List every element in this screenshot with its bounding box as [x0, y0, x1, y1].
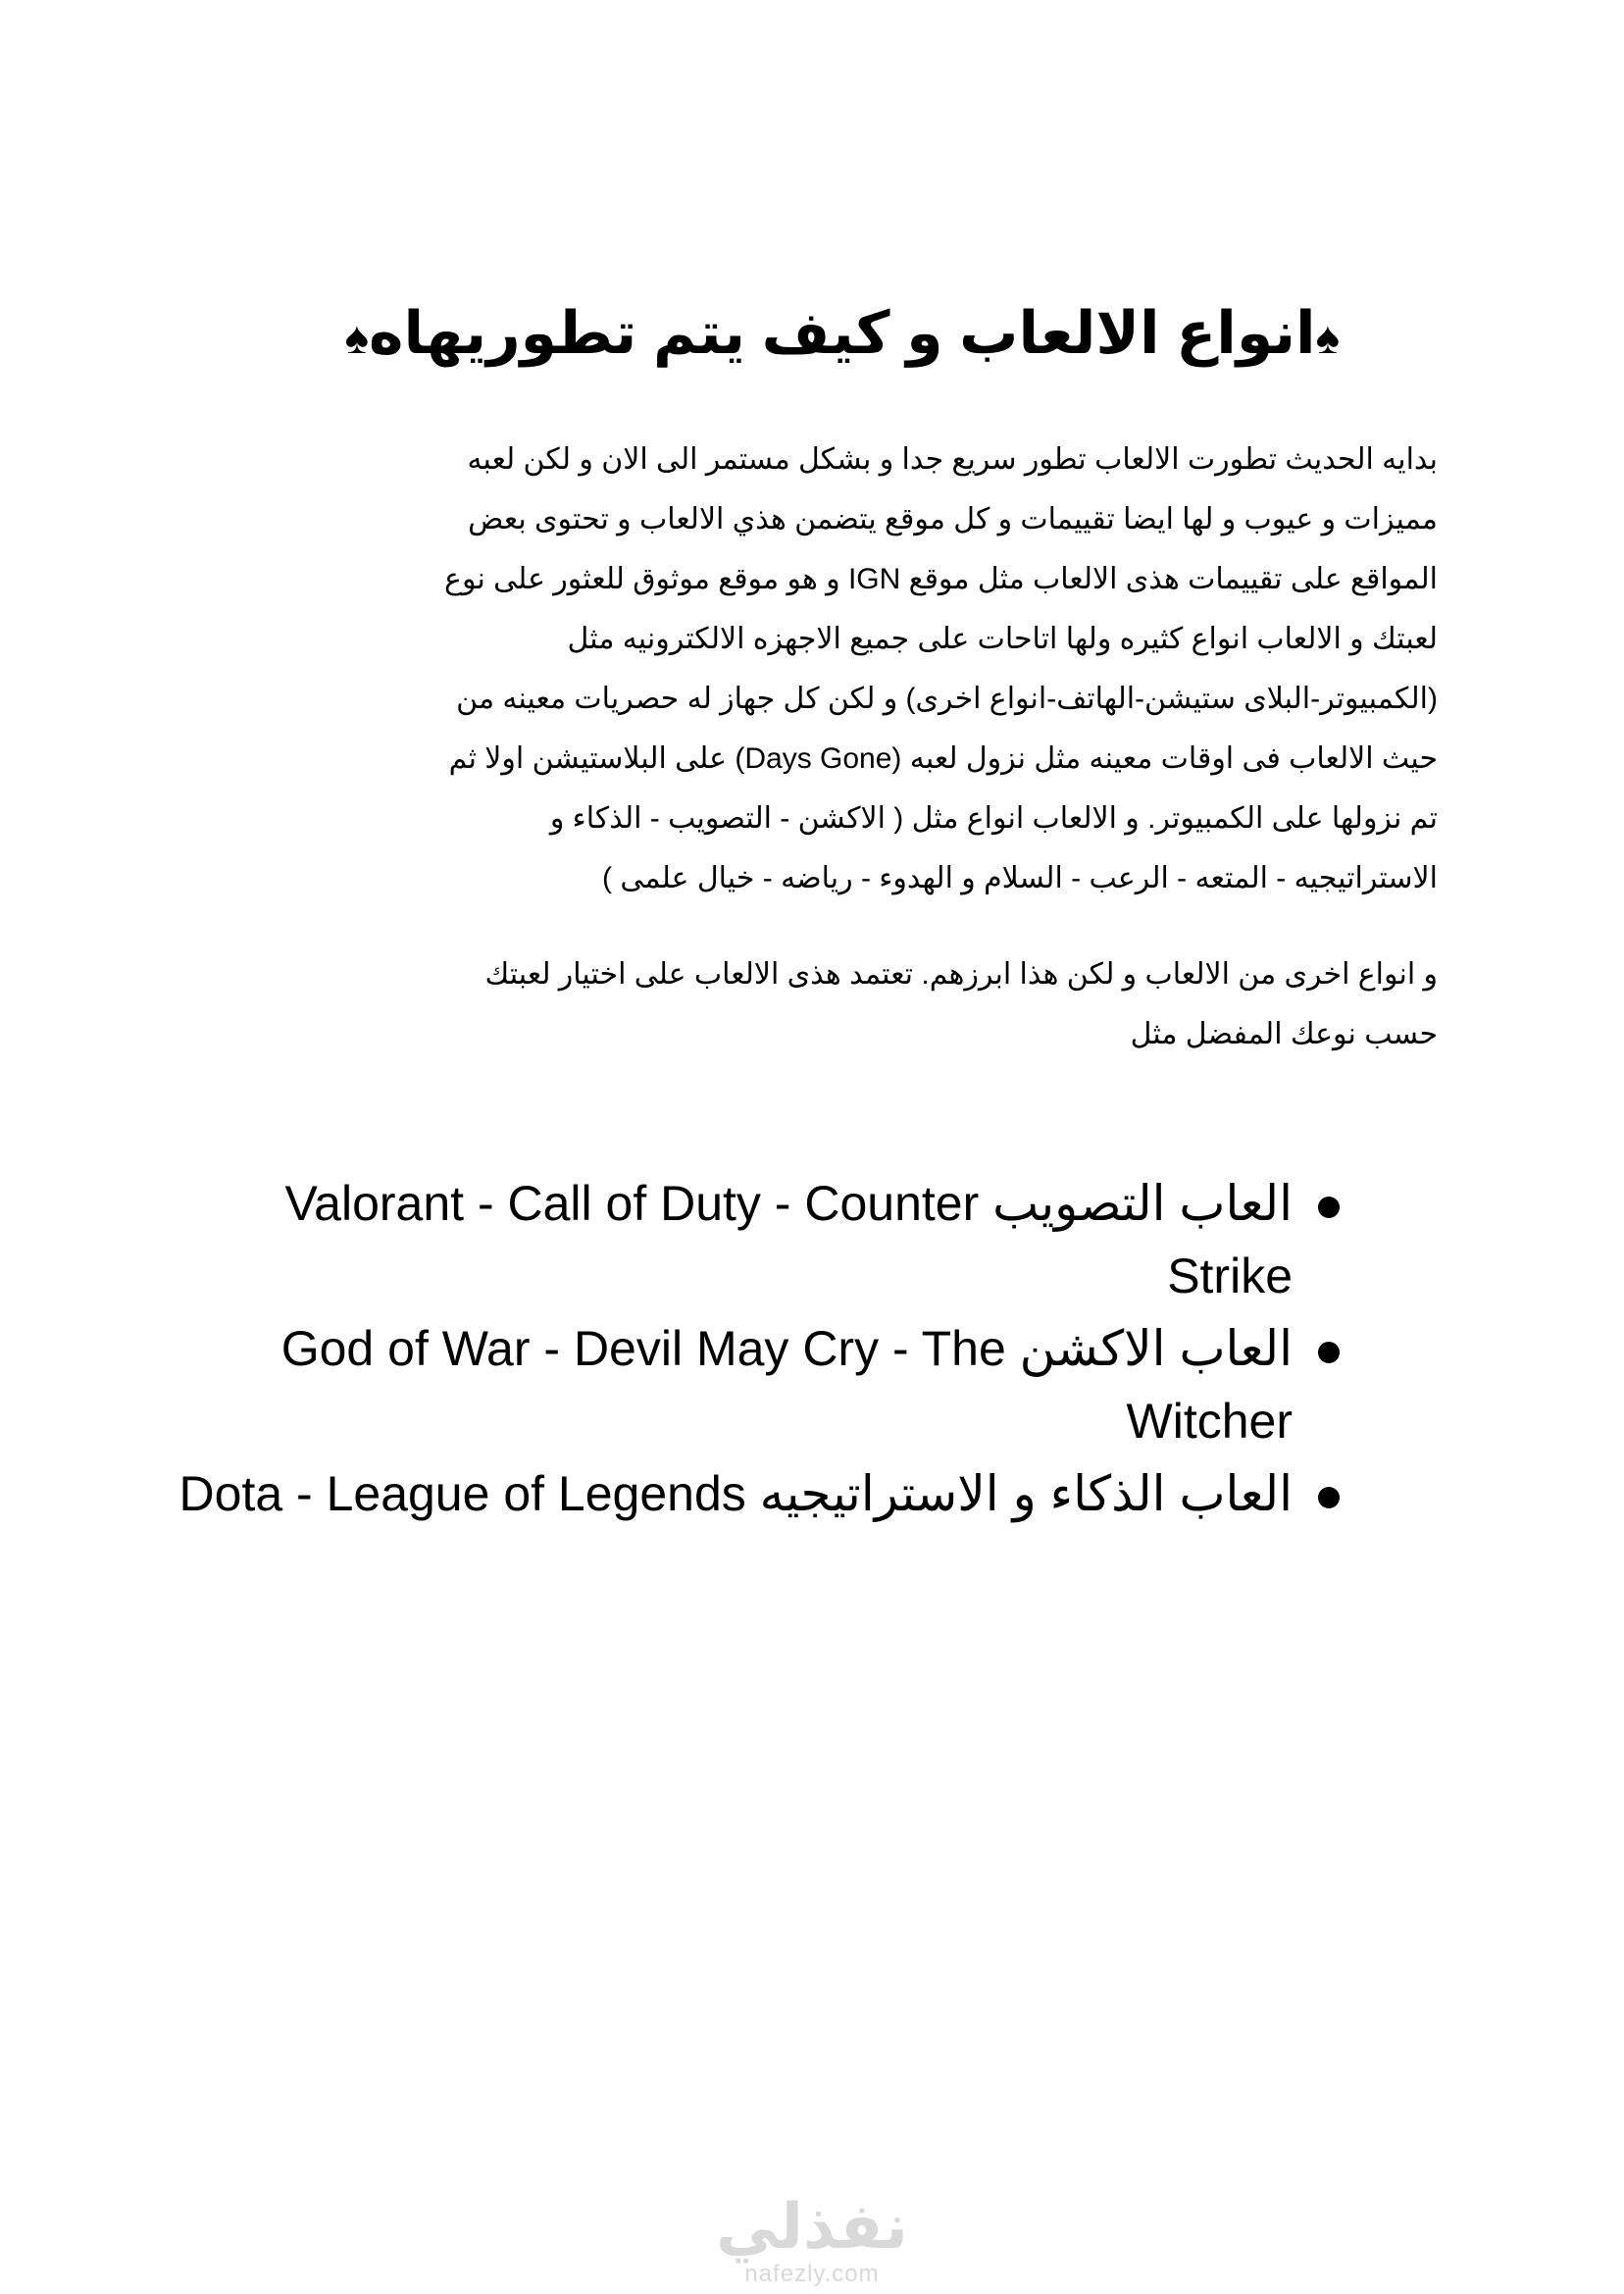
bullet-icon [1318, 1342, 1340, 1363]
watermark-logo-text: نفذلي [716, 2191, 908, 2262]
paragraph-line: (الكمبيوتر-البلاى ستيشن-الهاتف-انواع اخرى) و لكن كل جهاز له حصريات معينه من [456, 683, 1438, 715]
paragraph-line: حسب نوعك المفضل مثل [1130, 1018, 1438, 1050]
list-item [153, 1167, 1340, 1312]
list-item-line: العاب الاكشن God of War - Devil May Cry - The [280, 1321, 1293, 1376]
spade-icon: ♠ [1315, 312, 1340, 364]
paragraph-line: و انواع اخرى من الالعاب و لكن هذا ابرزهم. تعتمد هذى الالعاب على اختيار لعبتك [484, 958, 1438, 991]
paragraph-line: لعبتك و الالعاب انواع كثيره ولها اتاحات على جميع الاجهزه الالكترونيه مثل [567, 623, 1438, 655]
paragraph-line: الاستراتيجيه - المتعه - الرعب - السلام و الهدوء - رياضه - خيال علمى ) [602, 862, 1438, 894]
bullet-icon [1318, 1197, 1340, 1218]
nafezly-watermark [714, 2192, 910, 2288]
list-item [153, 1312, 1340, 1457]
spade-icon: ♠ [344, 312, 370, 364]
page-title [261, 294, 1340, 377]
watermark-url: nafezly.com [744, 2261, 880, 2287]
intro-paragraph [222, 430, 1438, 908]
list-item-line: Strike [1167, 1249, 1293, 1303]
list-item-line: Witcher [1126, 1394, 1293, 1449]
list-item-line: العاب التصويب Valorant - Call of Duty - Counter [284, 1176, 1293, 1231]
paragraph-line: المواقع على تقييمات هذى الالعاب مثل موقع IGN و هو موقع موثوق للعثور على نوع [444, 563, 1438, 595]
paragraph-line: حيث الالعاب فى اوقات معينه مثل نزول لعبه (Days Gone) على البلاستيشن اولا ثم [448, 742, 1438, 775]
list-item-line: العاب الذكاء و الاستراتيجيه Dota - League of Legends [178, 1466, 1293, 1521]
title-text: انواع الالعاب و كيف يتم تطوريهاه [369, 300, 1316, 366]
paragraph-line: مميزات و عيوب و لها ايضا تقييمات و كل موقع يتضمن هذي الالعاب و تحتوى بعض [468, 503, 1438, 535]
second-paragraph [222, 944, 1438, 1064]
paragraph-line: بدايه الحديث تطورت الالعاب تطور سريع جدا و بشكل مستمر الى الان و لكن لعبه [467, 443, 1438, 476]
paragraph-line: تم نزولها على الكمبيوتر. و الالعاب انواع مثل ( الاكشن - التصويب - الذكاء و [549, 802, 1438, 835]
game-genre-list [153, 1167, 1340, 1530]
bullet-icon [1318, 1487, 1340, 1508]
list-item [153, 1457, 1340, 1530]
